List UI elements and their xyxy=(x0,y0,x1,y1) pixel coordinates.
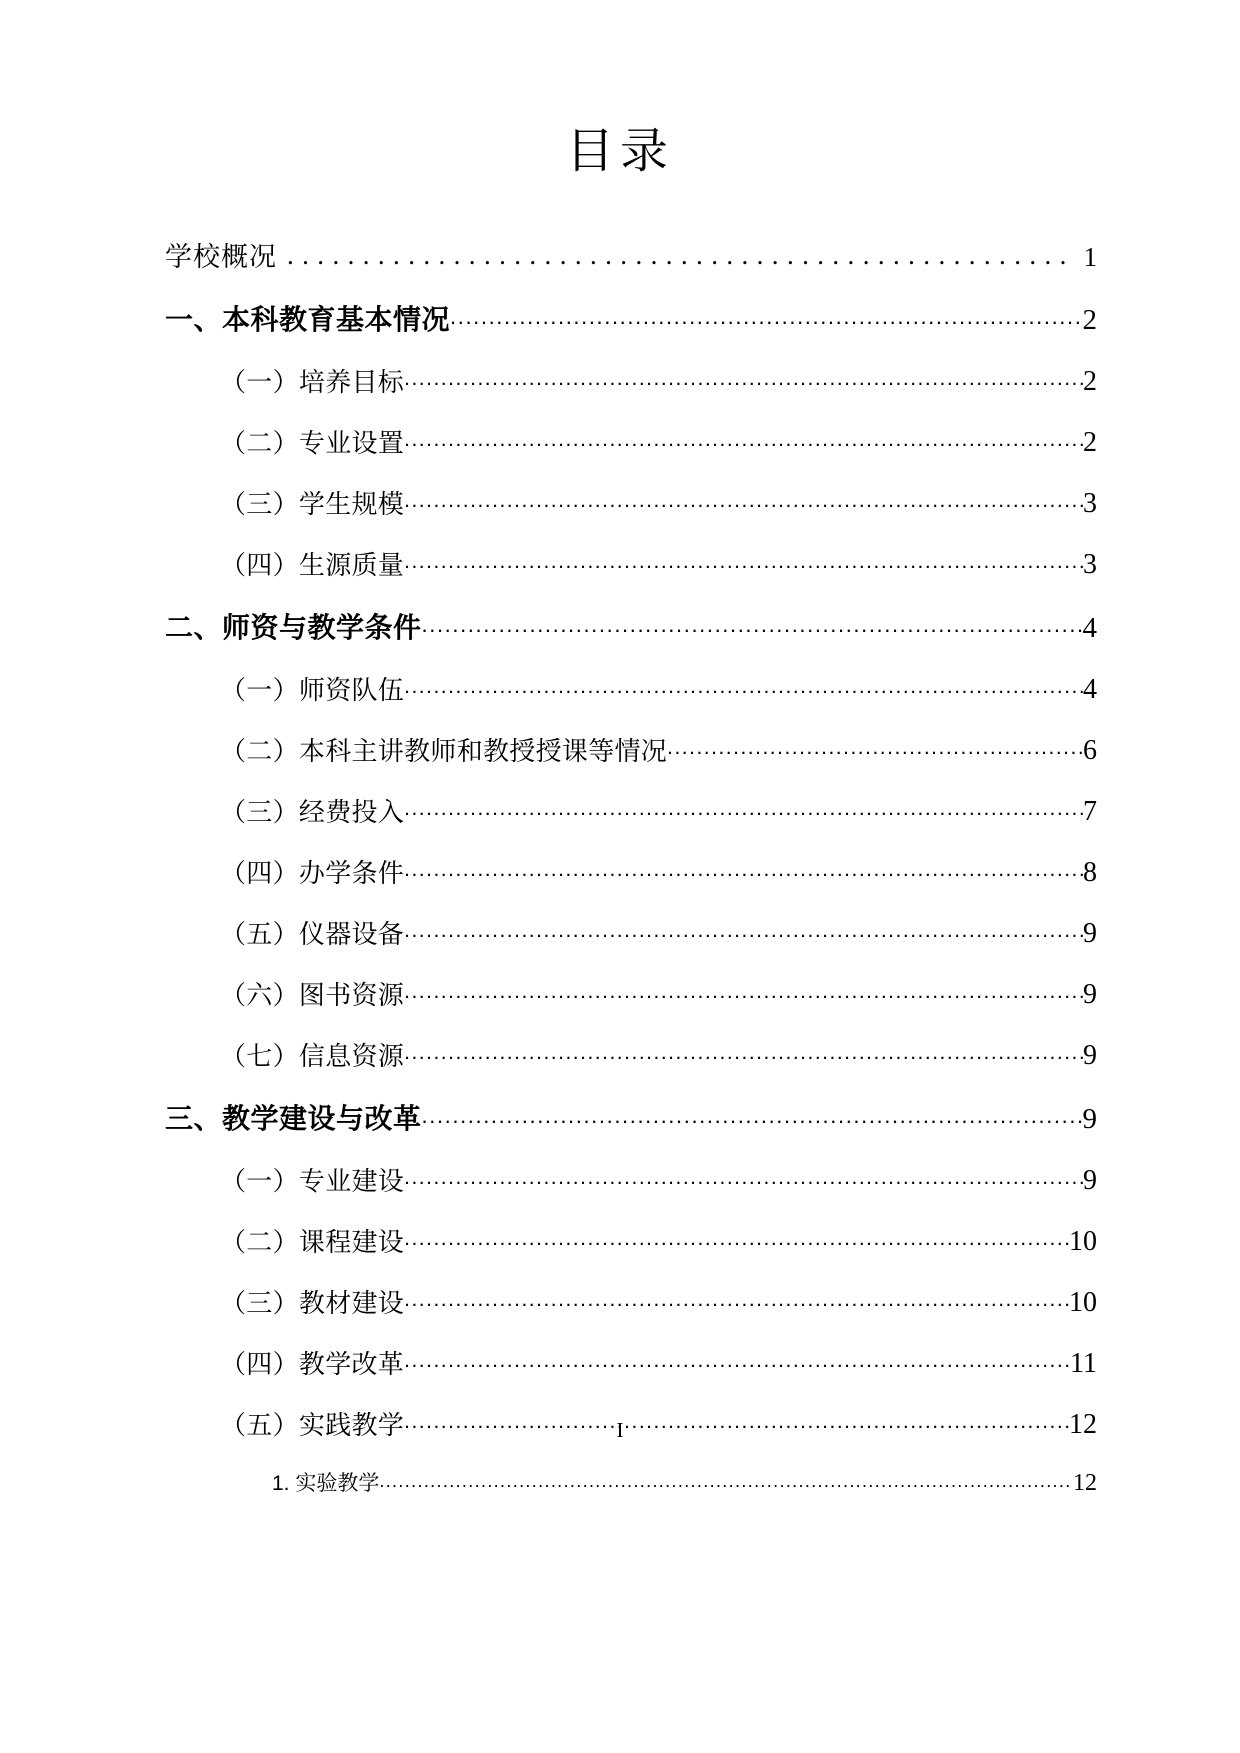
toc-dot-leader xyxy=(404,489,1083,519)
toc-entry-page-number: 9 xyxy=(1083,918,1097,949)
toc-entry[interactable] xyxy=(0,214,1240,272)
toc-entry[interactable] xyxy=(0,1010,1240,1071)
page-footer xyxy=(0,1418,1240,1443)
toc-entry-label: 1. 实验教学 xyxy=(272,1472,380,1495)
toc-entry-page-number: 9 xyxy=(1082,1103,1097,1135)
toc-entry[interactable] xyxy=(0,705,1240,766)
toc-entry-page-number: 9 xyxy=(1083,1165,1097,1196)
toc-entry-page-number: 1 xyxy=(1083,242,1097,272)
toc-dot-leader xyxy=(404,980,1083,1010)
toc-entry[interactable] xyxy=(0,1440,1240,1496)
toc-entry[interactable] xyxy=(0,644,1240,705)
toc-dot-leader xyxy=(404,1288,1069,1318)
toc-entry[interactable] xyxy=(0,272,1240,336)
toc-entry-page-number: 7 xyxy=(1083,796,1097,827)
toc-dot-leader xyxy=(404,1349,1070,1379)
toc-entry[interactable] xyxy=(0,766,1240,827)
toc-dot-leader xyxy=(422,612,1083,644)
toc-entry-label: （一）专业建设 xyxy=(220,1166,405,1196)
toc-dot-leader xyxy=(404,858,1083,888)
toc-entry-label: （一）培养目标 xyxy=(220,367,405,397)
toc-entry-label: （四）生源质量 xyxy=(220,550,405,580)
page-title: 目录 xyxy=(565,125,674,178)
toc-entry-label: （二）专业设置 xyxy=(220,428,405,458)
toc-entry-label: （七）信息资源 xyxy=(220,1041,405,1071)
table-of-contents xyxy=(0,176,1240,1496)
toc-entry-page-number: 2 xyxy=(1083,427,1097,458)
toc-entry-page-number: 3 xyxy=(1083,488,1097,519)
toc-dot-leader xyxy=(404,675,1083,705)
toc-entry[interactable] xyxy=(0,580,1240,644)
toc-entry-page-number: 12 xyxy=(1073,1470,1097,1496)
page-number: I xyxy=(616,1418,624,1442)
toc-entry-label: 二、师资与教学条件 xyxy=(165,612,422,643)
toc-entry[interactable] xyxy=(0,827,1240,888)
toc-entry-label: （二）课程建设 xyxy=(220,1227,405,1257)
toc-entry-label: （六）图书资源 xyxy=(220,980,405,1010)
toc-entry-page-number: 4 xyxy=(1082,612,1097,644)
toc-entry[interactable] xyxy=(0,336,1240,397)
toc-entry-label: （三）教材建设 xyxy=(220,1288,405,1318)
toc-dot-leader xyxy=(379,1471,1073,1496)
toc-entry[interactable] xyxy=(0,1196,1240,1257)
toc-entry-label: 学校概况 xyxy=(165,242,277,272)
toc-entry-page-number: 10 xyxy=(1069,1226,1097,1257)
toc-dot-leader xyxy=(404,797,1083,827)
toc-entry-label: （四）教学改革 xyxy=(220,1349,405,1379)
toc-entry-page-number: 12 xyxy=(1069,1409,1097,1440)
toc-entry[interactable] xyxy=(0,888,1240,949)
toc-entry-label: （四）办学条件 xyxy=(220,858,405,888)
toc-entry-page-number: 3 xyxy=(1083,549,1097,580)
toc-entry-label: （三）学生规模 xyxy=(220,489,405,519)
toc-dot-leader xyxy=(404,1041,1083,1071)
toc-dot-leader xyxy=(404,1227,1069,1257)
toc-entry-page-number: 2 xyxy=(1082,304,1097,336)
toc-entry-page-number: 9 xyxy=(1083,1040,1097,1071)
toc-entry-page-number: 6 xyxy=(1083,735,1097,766)
toc-entry[interactable] xyxy=(0,519,1240,580)
toc-dot-leader xyxy=(667,736,1083,766)
toc-entry-label: 一、本科教育基本情况 xyxy=(165,304,451,335)
toc-dot-leader xyxy=(404,550,1083,580)
toc-entry-label: （二）本科主讲教师和教授授课等情况 xyxy=(220,736,668,766)
toc-dot-leader xyxy=(404,1166,1083,1196)
toc-entry[interactable] xyxy=(0,1135,1240,1196)
toc-entry-label: （一）师资队伍 xyxy=(220,675,405,705)
toc-dot-leader xyxy=(450,304,1082,336)
toc-entry-page-number: 10 xyxy=(1069,1287,1097,1318)
toc-entry-page-number: 11 xyxy=(1070,1348,1097,1379)
toc-dot-leader xyxy=(404,428,1083,458)
toc-entry[interactable] xyxy=(0,458,1240,519)
toc-entry[interactable] xyxy=(0,1071,1240,1135)
toc-dot-leader xyxy=(404,367,1083,397)
toc-dot-leader xyxy=(404,919,1083,949)
toc-entry[interactable] xyxy=(0,949,1240,1010)
toc-entry-label: （五）仪器设备 xyxy=(220,919,405,949)
toc-entry-page-number: 4 xyxy=(1083,674,1097,705)
toc-dot-leader xyxy=(422,1103,1083,1135)
toc-entry[interactable] xyxy=(0,1257,1240,1318)
toc-entry[interactable] xyxy=(0,397,1240,458)
toc-entry-label: （五）实践教学 xyxy=(220,1410,405,1440)
toc-dot-leader xyxy=(287,242,1072,272)
toc-entry-label: （三）经费投入 xyxy=(220,797,405,827)
toc-entry-page-number: 2 xyxy=(1083,366,1097,397)
toc-entry[interactable] xyxy=(0,1318,1240,1379)
toc-entry-label: 三、教学建设与改革 xyxy=(165,1103,422,1134)
toc-entry-page-number: 8 xyxy=(1083,857,1097,888)
toc-entry-page-number: 9 xyxy=(1083,979,1097,1010)
